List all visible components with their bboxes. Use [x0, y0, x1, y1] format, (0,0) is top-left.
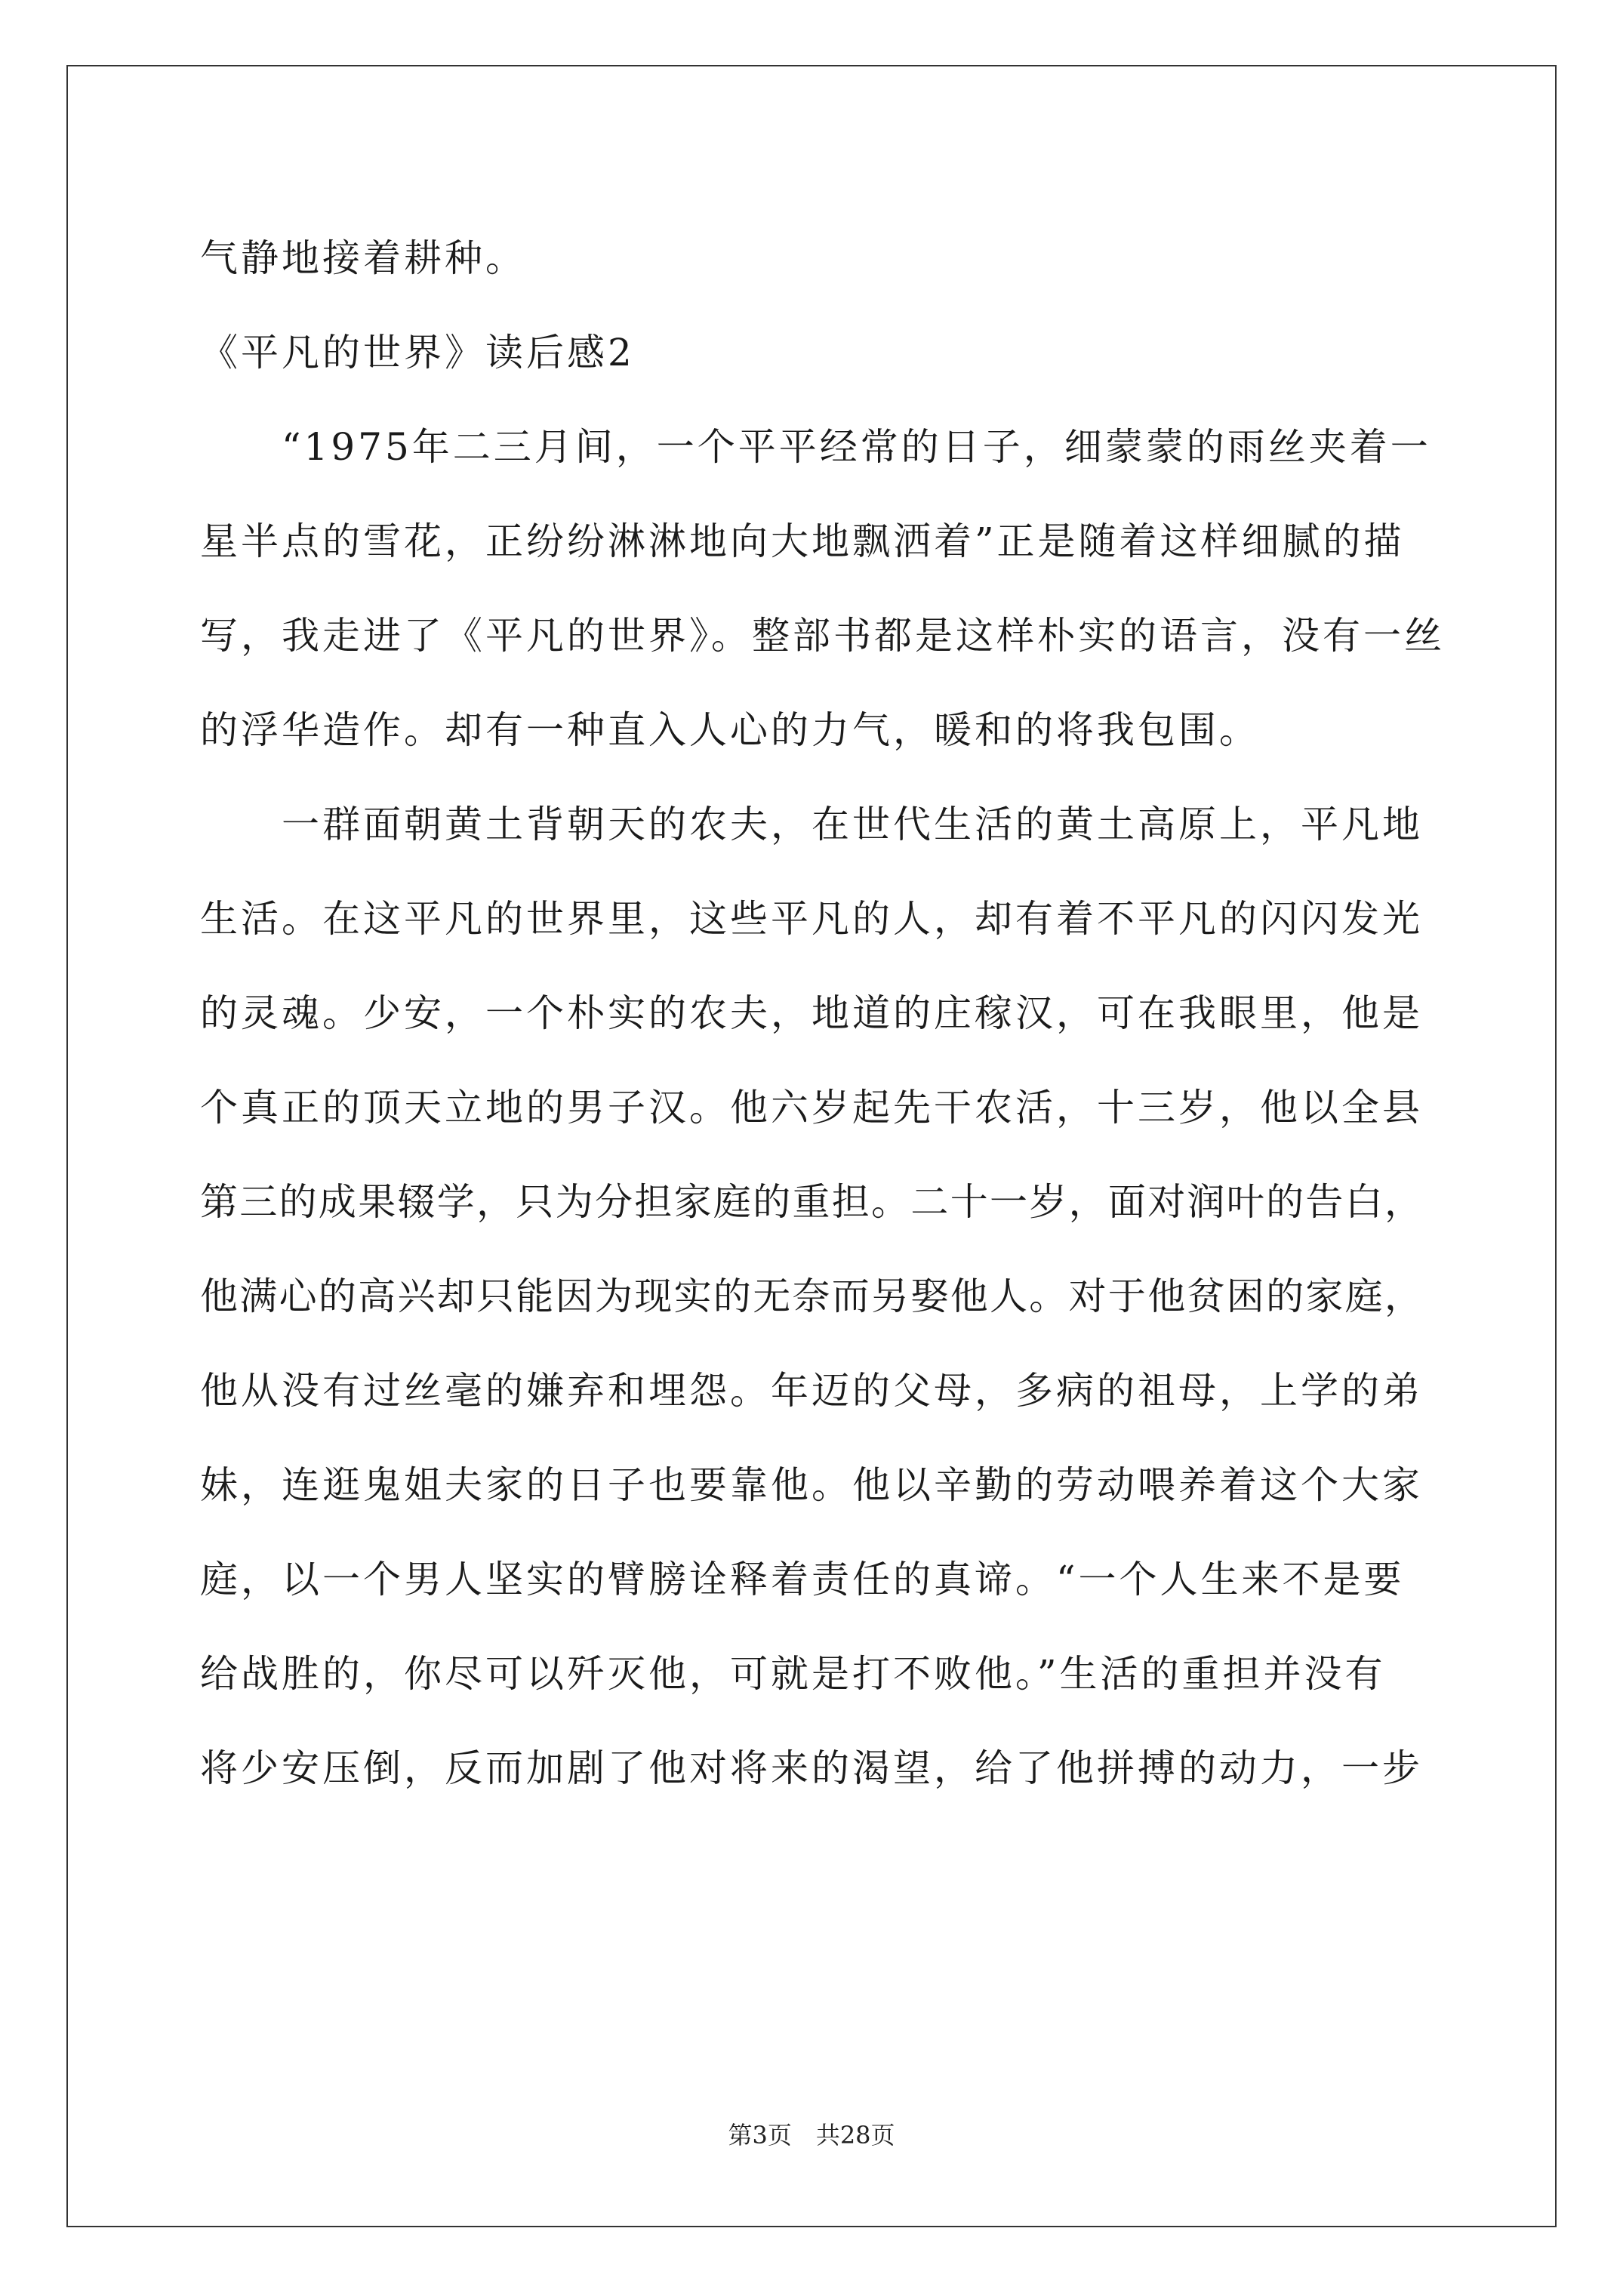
text-line: 妹，连逛鬼姐夫家的日子也要靠他。他以辛勤的劳动喂养着这个大家: [200, 1463, 1423, 1507]
text-line: 第三的成果辍学，只为分担家庭的重担。二十一岁，面对润叶的告白，: [200, 1180, 1424, 1224]
section-heading: 《平凡的世界》读后感2: [200, 331, 635, 374]
text-line: 星半点的雪花，正纷纷淋淋地向大地飘洒着”正是随着这样细腻的描: [200, 519, 1405, 563]
text-line: 给战胜的，你尽可以歼灭他，可就是打不败他。”生活的重担并没有: [200, 1652, 1386, 1696]
document-body: [200, 211, 1445, 1816]
page-number-footer: 第3页 共28页: [728, 2121, 895, 2150]
text-line: 他从没有过丝毫的嫌弃和埋怨。年迈的父母，多病的祖母，上学的弟: [200, 1369, 1423, 1413]
text-line: 的灵魂。少安，一个朴实的农夫，地道的庄稼汉，可在我眼里，他是: [200, 991, 1423, 1035]
text-line: 庭，以一个男人坚实的臂膀诠释着责任的真谛。“一个人生来不是要: [200, 1558, 1405, 1601]
text-line: 将少安压倒，反而加剧了他对将来的渴望，给了他拼搏的动力，一步: [200, 1746, 1423, 1790]
text-line: 生活。在这平凡的世界里，这些平凡的人，却有着不平凡的闪闪发光: [200, 897, 1423, 941]
text-line: “1975年二三月间，一个平平经常的日子，细蒙蒙的雨丝夹着一: [282, 425, 1431, 469]
text-line: 的浮华造作。却有一种直入人心的力气，暖和的将我包围。: [200, 708, 1260, 752]
text-line: 他满心的高兴却只能因为现实的无奈而另娶他人。对于他贫困的家庭，: [200, 1274, 1424, 1318]
text-line: 一群面朝黄土背朝天的农夫，在世代生活的黄土高原上，平凡地: [282, 803, 1423, 846]
text-line: 个真正的顶天立地的男子汉。他六岁起先干农活，十三岁，他以全县: [200, 1086, 1423, 1130]
text-line: 气静地接着耕种。: [200, 236, 526, 280]
text-line: 写，我走进了《平凡的世界》。整部书都是这样朴实的语言，没有一丝: [200, 614, 1445, 658]
